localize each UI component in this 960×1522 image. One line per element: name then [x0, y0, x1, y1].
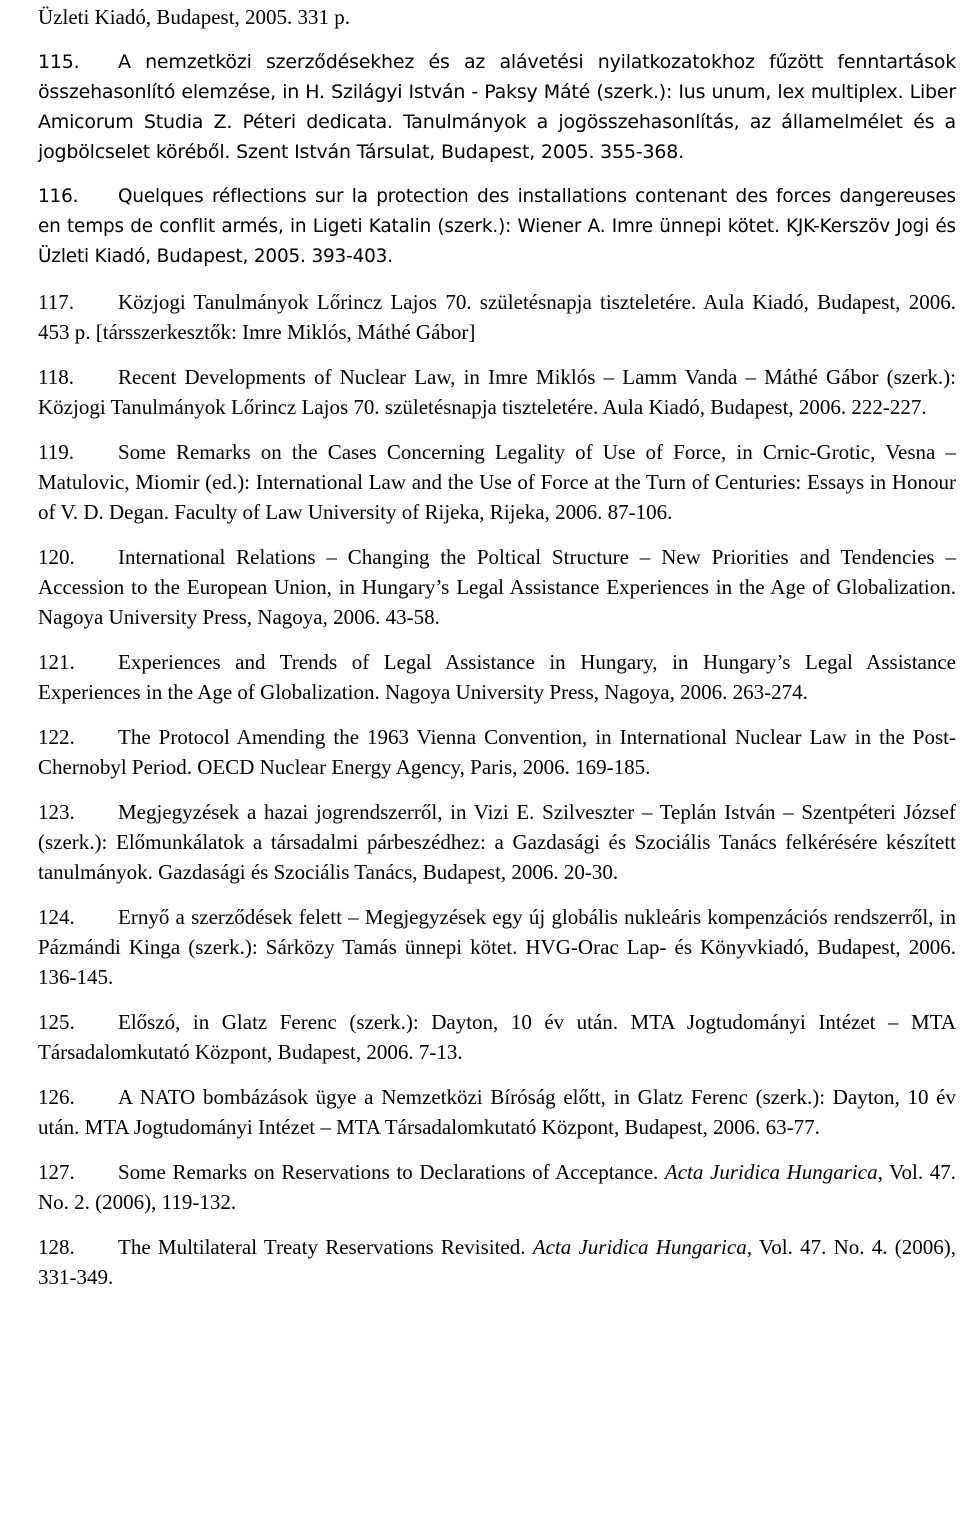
- list-item: [38, 722, 956, 782]
- entry-number: 116.: [38, 186, 79, 207]
- list-item: [38, 1232, 956, 1292]
- entry-number: 128.: [38, 1235, 75, 1259]
- list-item: [38, 797, 956, 887]
- list-item: [38, 1007, 956, 1067]
- entry-number: 123.: [38, 800, 75, 824]
- entry-number: 119.: [38, 440, 74, 464]
- list-item: [38, 647, 956, 707]
- entry-text: A nemzetközi szerződésekhez és az alávetési nyilatkozatokhoz fűzött fenntartások összehasonlító elemzése, in H. Szilágyi István - Paksy Máté (szerk.): Ius unum, lex multiplex. Liber Amicorum Studia Z. Péteri dedicata. Tanulmányok a jogösszehasonlítás, az államelmélet és a jogbölcselet köréből. Szent István Társulat, Budapest, 2005. 355-368.: [38, 51, 956, 163]
- list-item: [38, 902, 956, 992]
- journal-title: Acta Juridica Hungarica: [664, 1160, 878, 1184]
- entry-number: 117.: [38, 290, 74, 314]
- entry-text: Some Remarks on the Cases Concerning Legality of Use of Force, in Crnic-Grotic, Vesna – Matulovic, Miomir (ed.): International Law and the Use of Force at the Turn of Centuries: Essays in Honour of V. D. Degan. Faculty of Law University of Rijeka, Rijeka, 2006. 87-106.: [38, 440, 956, 524]
- entry-text: Recent Developments of Nuclear Law, in Imre Miklós – Lamm Vanda – Máthé Gábor (szerk.): Közjogi Tanulmányok Lőrincz Lajos 70. születésnapja tiszteletére. Aula Kiadó, Budapest, 2006. 222-227.: [38, 365, 956, 419]
- bibliography-page: [38, 2, 956, 1307]
- list-item: [38, 542, 956, 632]
- entry-number: 121.: [38, 650, 75, 674]
- continuation-line: Üzleti Kiadó, Budapest, 2005. 331 p.: [38, 5, 351, 29]
- entry-text: Megjegyzések a hazai jogrendszerről, in Vizi E. Szilveszter – Teplán István – Szentpéteri József (szerk.): Előmunkálatok a társadalmi párbeszédhez: a Gazdasági és Szociális Tanács felkérésére készített tanulmányok. Gazdasági és Szociális Tanács, Budapest, 2006. 20-30.: [38, 800, 956, 884]
- entry-text: The Multilateral Treaty Reservations Revisited.: [118, 1235, 533, 1259]
- list-item: [38, 1157, 956, 1217]
- entry-number: 125.: [38, 1010, 75, 1034]
- entry-number: 122.: [38, 725, 75, 749]
- entry-number: 120.: [38, 545, 75, 569]
- entry-text: Közjogi Tanulmányok Lőrincz Lajos 70. születésnapja tiszteletére. Aula Kiadó, Budapest, 2006. 453 p. [társszerkesztők: Imre Miklós, Máthé Gábor]: [38, 290, 956, 344]
- entry-text: Előszó, in Glatz Ferenc (szerk.): Dayton, 10 év után. MTA Jogtudományi Intézet – MTA Társadalomkutató Központ, Budapest, 2006. 7-13.: [38, 1010, 956, 1064]
- list-item: [38, 1082, 956, 1142]
- list-item: [38, 182, 956, 272]
- list-item: [38, 287, 956, 347]
- entry-text: Experiences and Trends of Legal Assistance in Hungary, in Hungary’s Legal Assistance Experiences in the Age of Globalization. Nagoya University Press, Nagoya, 2006. 263-274.: [38, 650, 956, 704]
- entry-text: Quelques réflections sur la protection des installations contenant des forces dangereuses en temps de conflit armés, in Ligeti Katalin (szerk.): Wiener A. Imre ünnepi kötet. KJK-Kerszöv Jogi és Üzleti Kiadó, Budapest, 2005. 393-403.: [38, 186, 956, 267]
- entry-text: Some Remarks on Reservations to Declarations of Acceptance.: [118, 1160, 665, 1184]
- entry-text-tail: , Vol. 47. No. 4. (2006), 331-349.: [38, 1235, 956, 1289]
- entry-number: 124.: [38, 905, 75, 929]
- list-item: [38, 437, 956, 527]
- entry-text: The Protocol Amending the 1963 Vienna Convention, in International Nuclear Law in the Post-Chernobyl Period. OECD Nuclear Energy Agency, Paris, 2006. 169-185.: [38, 725, 956, 779]
- entry-text: Ernyő a szerződések felett – Megjegyzések egy új globális nukleáris kompenzációs rendszerről, in Pázmándi Kinga (szerk.): Sárközy Tamás ünnepi kötet. HVG-Orac Lap- és Könyvkiadó, Budapest, 2006. 136-145.: [38, 905, 956, 989]
- journal-title: Acta Juridica Hungarica: [532, 1235, 747, 1259]
- entry-number: 118.: [38, 365, 74, 389]
- list-item: [38, 47, 956, 167]
- entry-text: A NATO bombázások ügye a Nemzetközi Bíróság előtt, in Glatz Ferenc (szerk.): Dayton, 10 év után. MTA Jogtudományi Intézet – MTA Társadalomkutató Központ, Budapest, 2006. 63-77.: [38, 1085, 956, 1139]
- entry-number: 126.: [38, 1085, 75, 1109]
- entry-number: 115.: [38, 51, 80, 73]
- entry-text: International Relations – Changing the Poltical Structure – New Priorities and Tendencies – Accession to the European Union, in Hungary’s Legal Assistance Experiences in the Age of Globalization. Nagoya University Press, Nagoya, 2006. 43-58.: [38, 545, 956, 629]
- list-item: [38, 362, 956, 422]
- entry-number: 127.: [38, 1160, 75, 1184]
- entry-text-tail: , Vol. 47. No. 2. (2006), 119-132.: [38, 1160, 956, 1214]
